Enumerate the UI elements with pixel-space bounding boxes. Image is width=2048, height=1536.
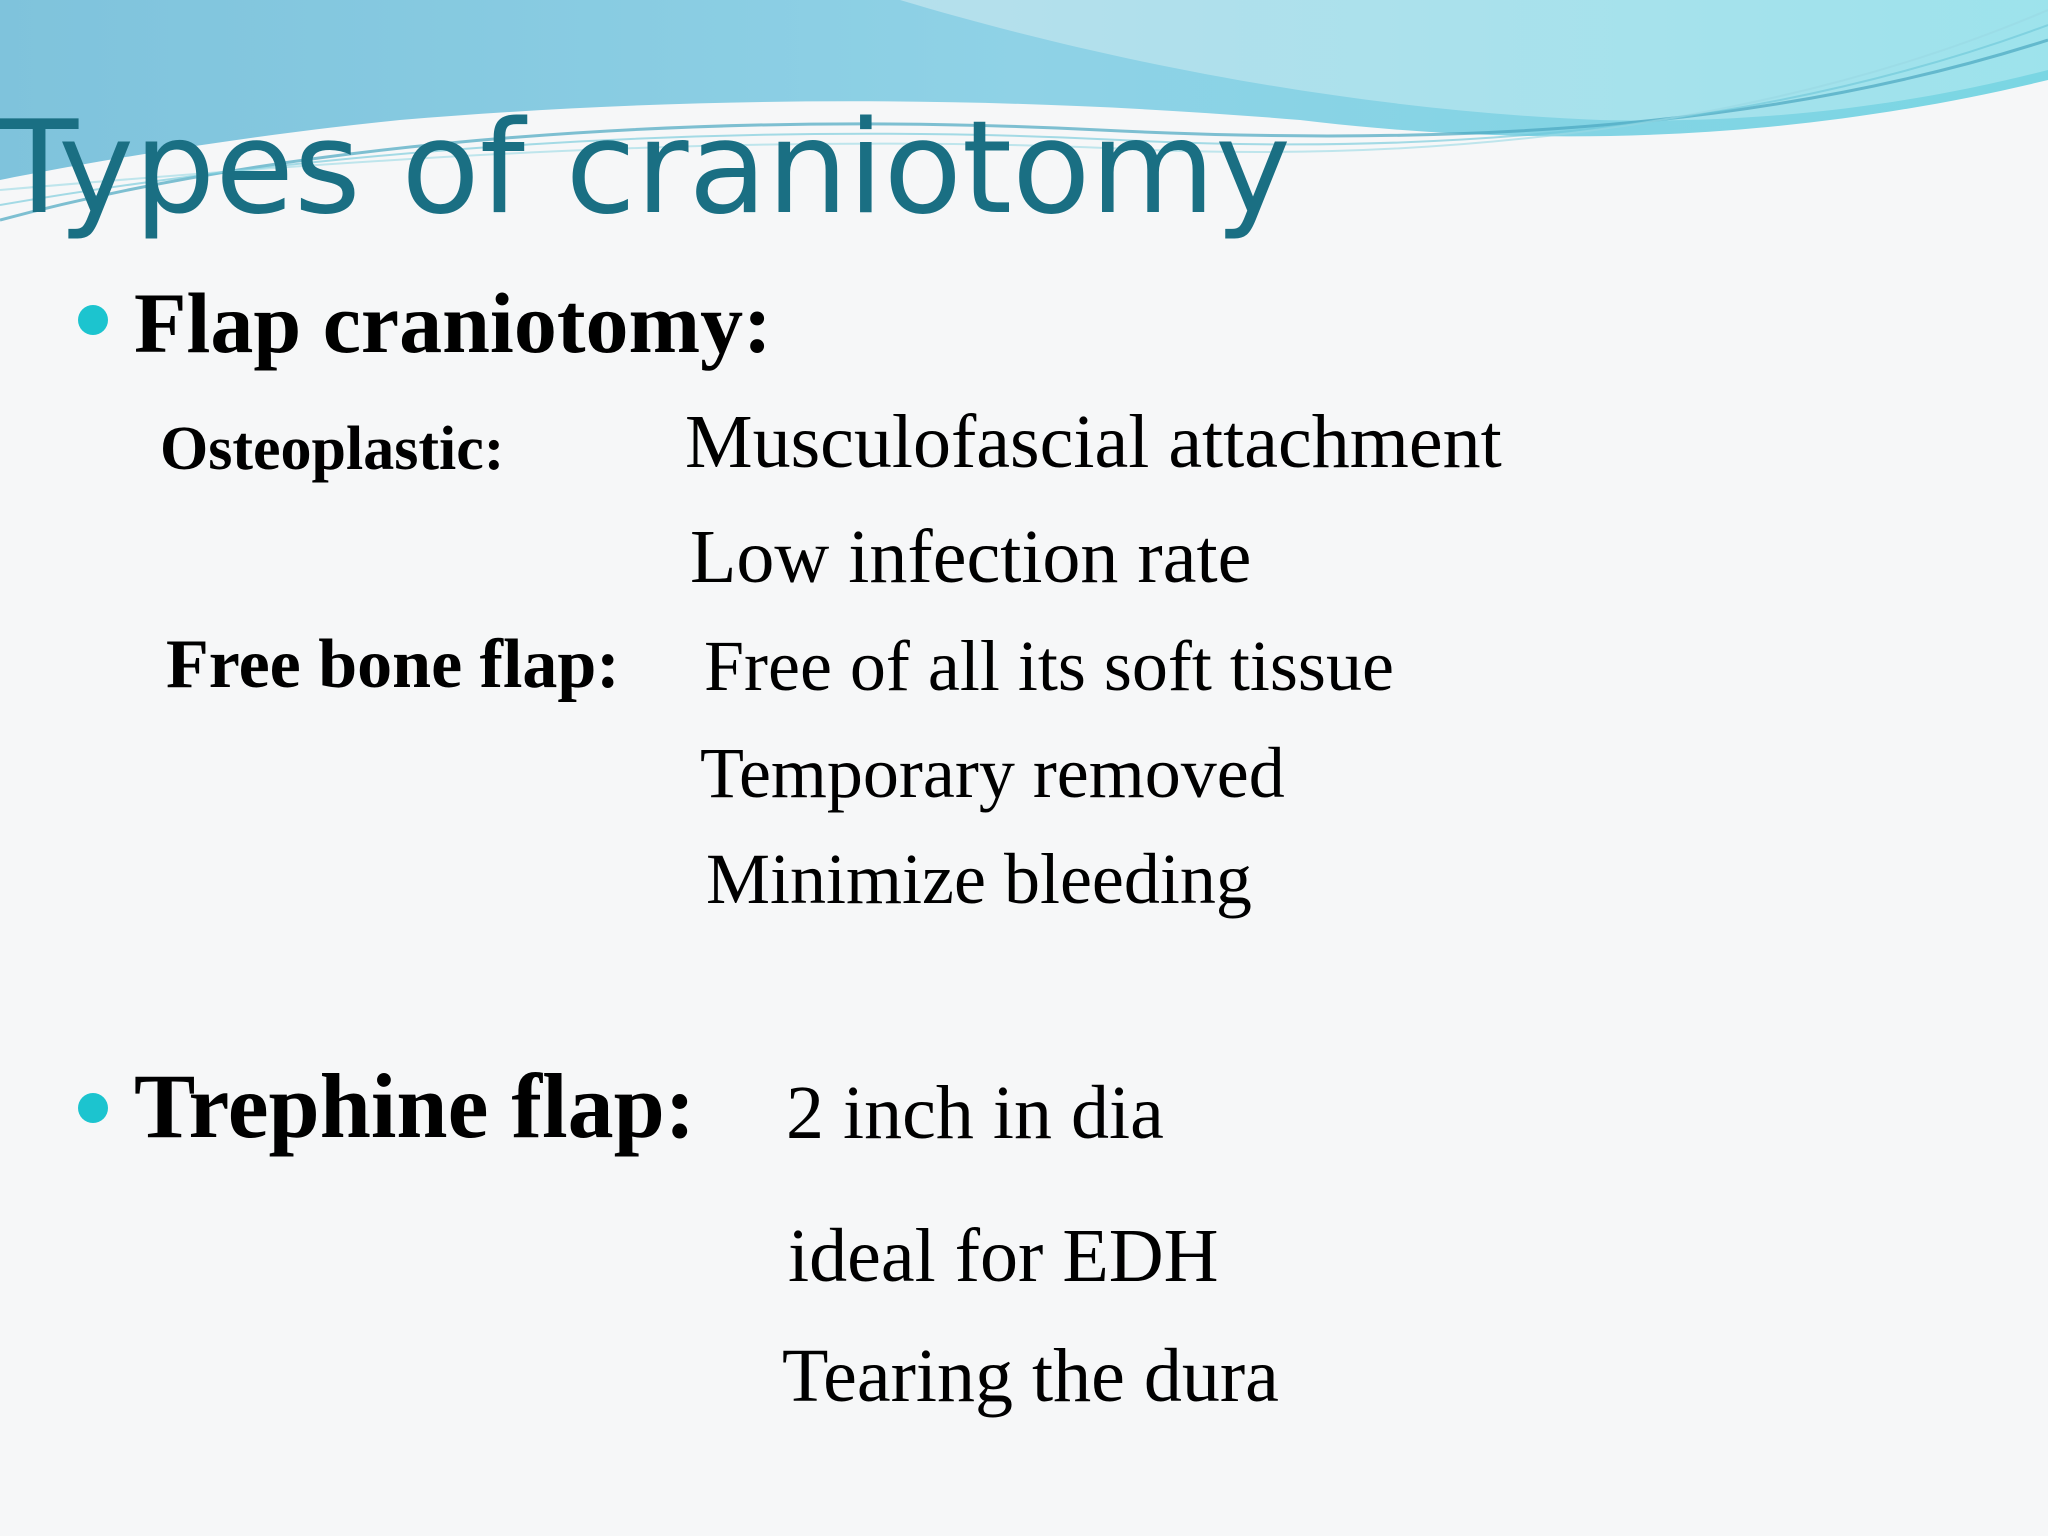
trephine-point: Tearing the dura — [782, 1334, 1279, 1418]
bullet-dot-icon — [78, 1093, 108, 1123]
slide-title: Types of craniotomy — [0, 94, 1291, 243]
free-bone-flap-point: Free of all its soft tissue — [704, 626, 1394, 706]
flap-craniotomy-heading: Flap craniotomy: — [134, 275, 772, 371]
trephine-point: 2 inch in dia — [786, 1071, 1164, 1155]
trephine-flap-heading: Trephine flap: — [134, 1055, 696, 1157]
osteoplastic-point: Low infection rate — [690, 515, 1252, 599]
osteoplastic-label: Osteoplastic: — [160, 415, 505, 483]
free-bone-flap-point: Minimize bleeding — [706, 839, 1252, 919]
free-bone-flap-point: Temporary removed — [700, 733, 1285, 813]
osteoplastic-point: Musculofascial attachment — [685, 400, 1502, 484]
bullet-dot-icon — [78, 305, 108, 335]
free-bone-flap-label: Free bone flap: — [166, 626, 620, 703]
trephine-point: ideal for EDH — [788, 1214, 1219, 1298]
